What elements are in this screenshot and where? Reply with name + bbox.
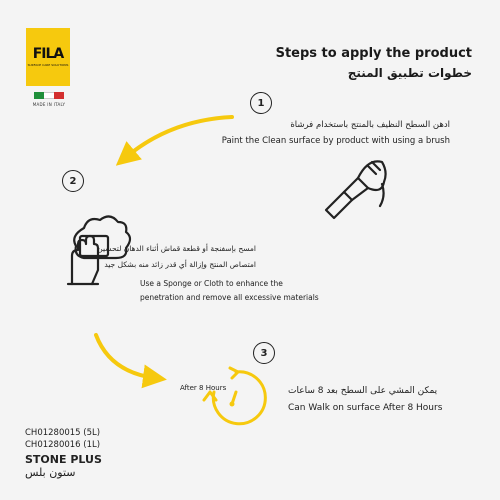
step-1-badge: 1 bbox=[250, 92, 272, 114]
logo-mark: FILA bbox=[32, 46, 64, 62]
step-1-text-en: Paint the Clean surface by product with using a brush bbox=[221, 136, 450, 146]
step-3-badge: 3 bbox=[253, 342, 275, 364]
product-name-en: STONE PLUS bbox=[25, 453, 102, 466]
page-title-en: Steps to apply the product bbox=[275, 46, 472, 61]
arrow-step1-to-step2 bbox=[125, 117, 232, 158]
step-2-badge: 2 bbox=[62, 170, 84, 192]
paint-brush-icon bbox=[326, 161, 386, 218]
timer-label: After 8 Hours bbox=[180, 384, 227, 392]
made-in-italy-label: MADE IN ITALY bbox=[32, 102, 66, 107]
step-1-text-ar: ادهن السطح النظيف بالمنتج باستخدام فرشاة bbox=[290, 120, 450, 130]
step-3-text-ar: يمكن المشي على السطح بعد 8 ساعات bbox=[288, 386, 438, 396]
step-2-text-en-line2: penetration and remove all excessive materials bbox=[140, 293, 319, 302]
step-3-text-en: Can Walk on surface After 8 Hours bbox=[288, 403, 443, 413]
product-code-1l: CH01280016 (1L) bbox=[25, 440, 101, 450]
logo-tagline: SURFACE CARE SOLUTIONS bbox=[27, 63, 69, 67]
arrow-step2-to-step3 bbox=[96, 335, 155, 378]
clock-timer-icon bbox=[204, 368, 265, 424]
step-2-text-ar-line1: امسح بإسفنجة أو قطعة قماش أثناء الدهان لتحسين bbox=[97, 244, 256, 253]
page-title-ar: خطوات تطبيق المنتج bbox=[347, 66, 472, 80]
product-name-ar: ستون بلس bbox=[25, 466, 76, 479]
step-2-text-en-line1: Use a Sponge or Cloth to enhance the bbox=[140, 279, 283, 288]
product-code-5l: CH01280015 (5L) bbox=[25, 428, 101, 438]
step-2-text-ar-line2: امتصاص المنتج وإزالة أي قدر زائد منه بشكل جيد bbox=[104, 260, 256, 269]
